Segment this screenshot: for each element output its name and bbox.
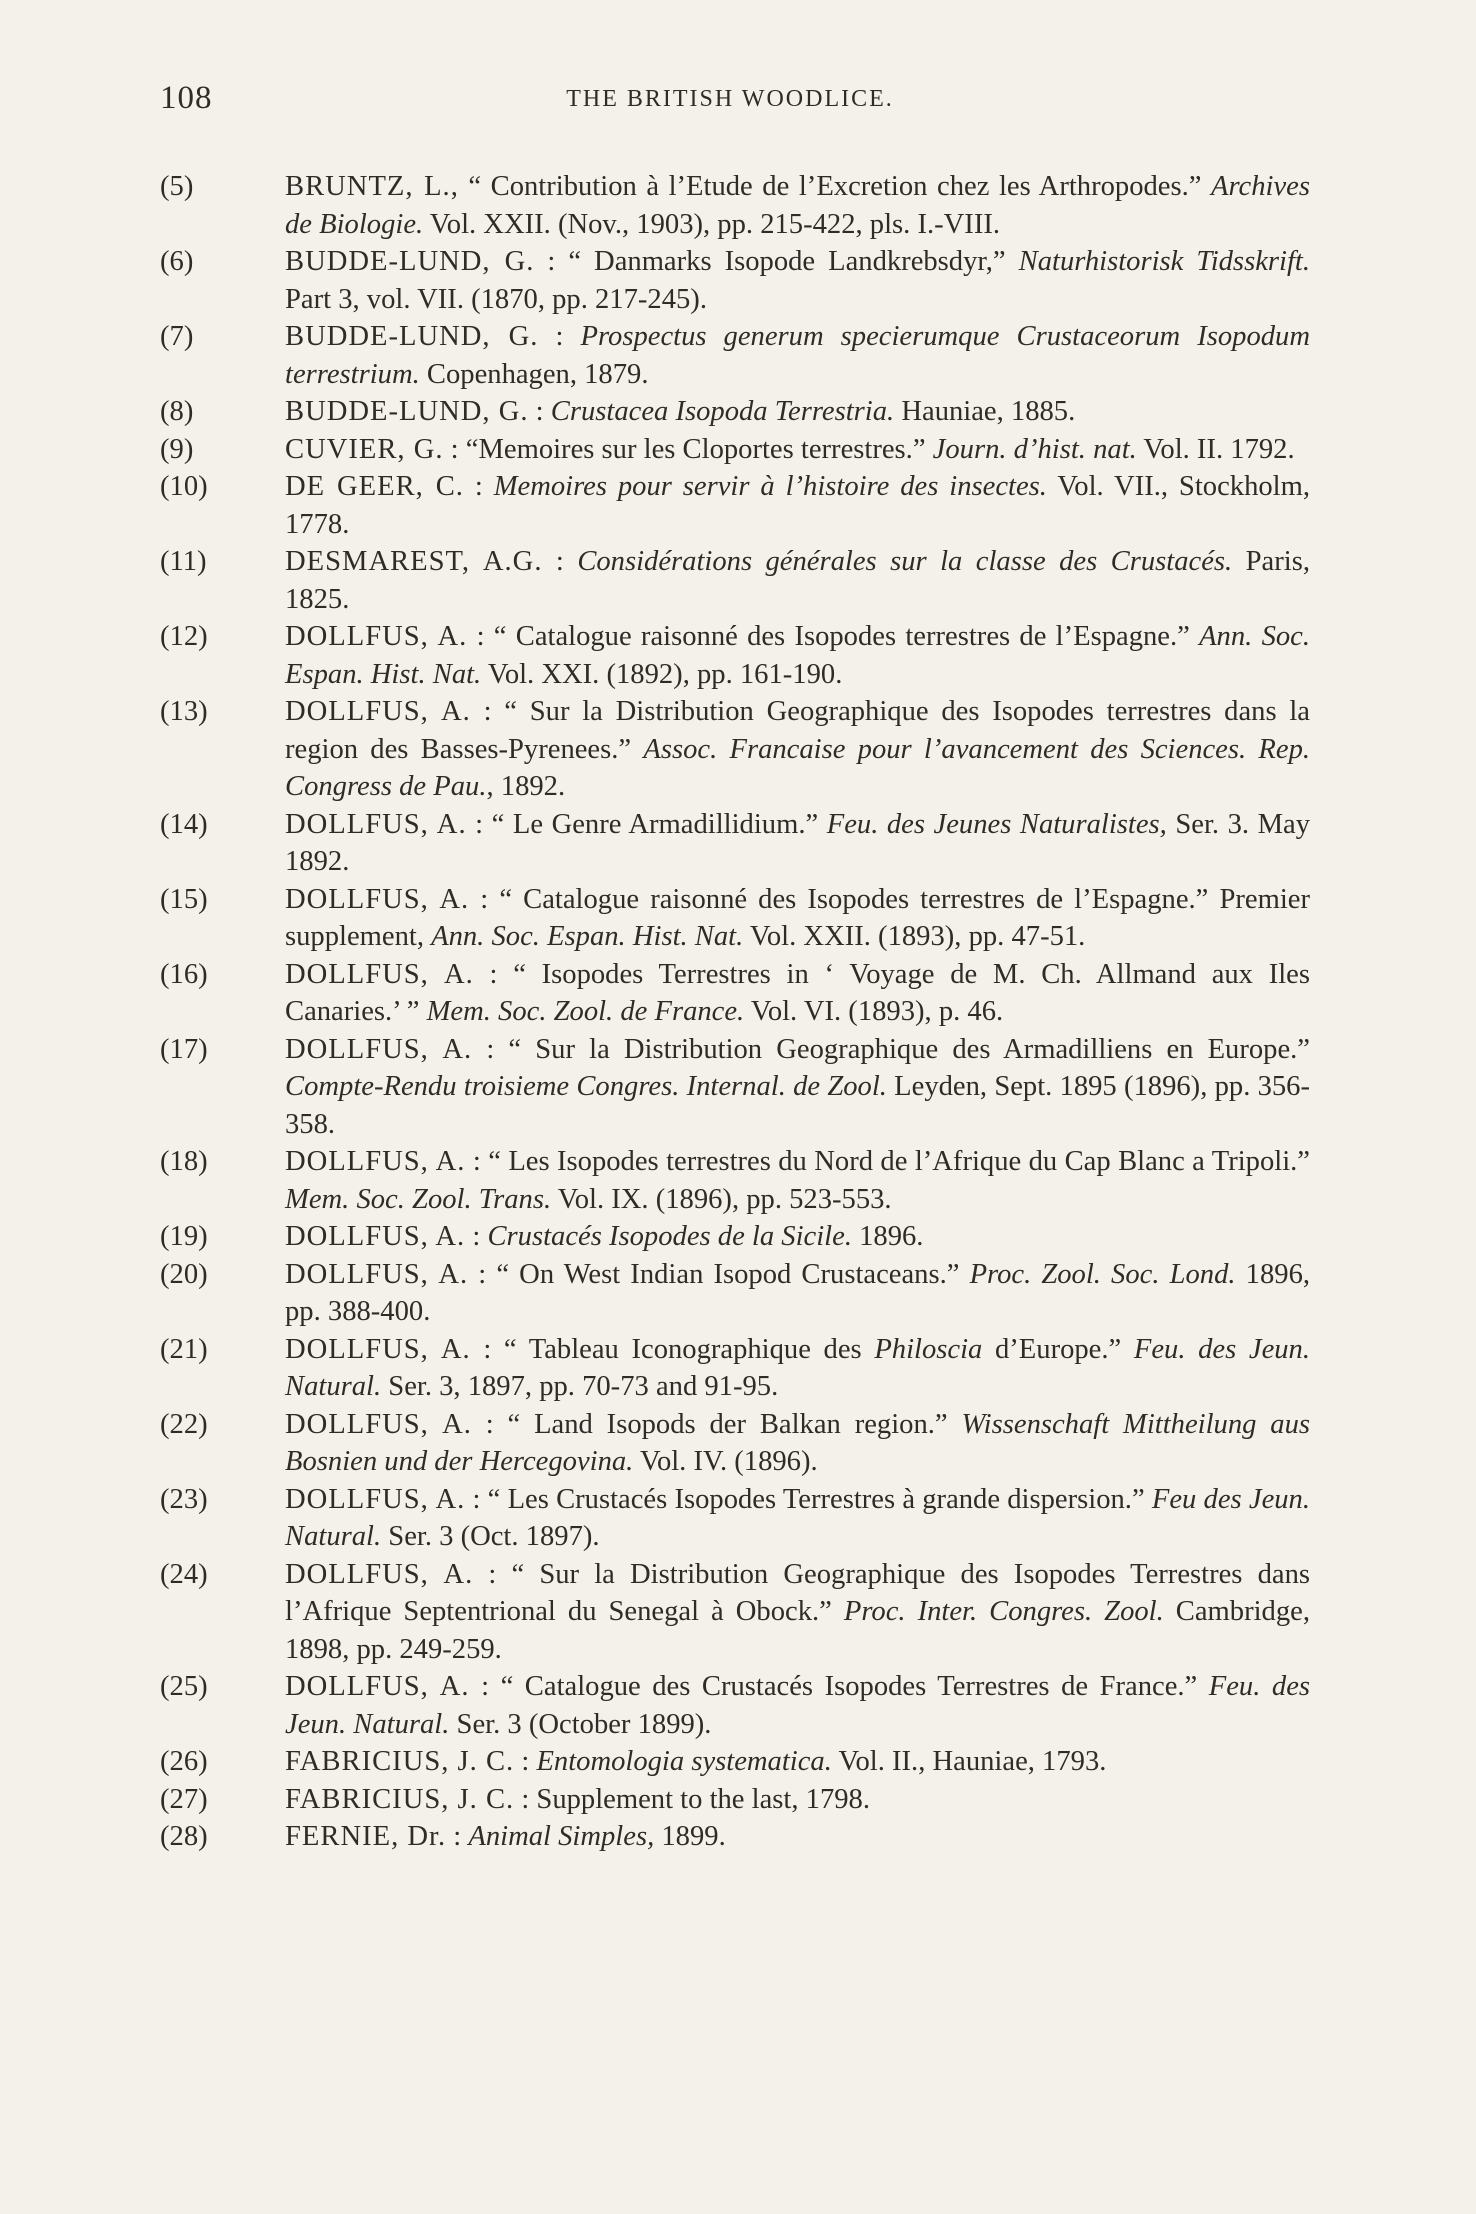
entry-title-italic: Ann. Soc. Espan. Hist. Nat.	[285, 621, 1310, 690]
entry-text: Ser. 3. May 1892.	[285, 808, 1311, 877]
entry-number: (22)	[160, 1408, 208, 1440]
bibliography-entry	[160, 1218, 1310, 1256]
entry-text: Paris, 1825.	[285, 546, 1310, 615]
bibliography-entry	[160, 1818, 1310, 1856]
entry-title-italic: Crustacea Isopoda Terrestria.	[550, 396, 895, 427]
entry-title-italic: Memoires pour servir à l’histoire des insectes.	[493, 471, 1047, 502]
entry-number: (20)	[160, 1258, 208, 1290]
entry-number: (14)	[160, 808, 208, 840]
running-title: THE BRITISH WOODLICE.	[566, 86, 894, 112]
entry-number: (18)	[160, 1146, 208, 1177]
entry-text: : “ Catalogue raisonné des Isopodes terrestres de l’Espagne.”	[467, 621, 1200, 652]
entry-text: Hauniae, 1885.	[894, 396, 1076, 427]
entry-text: : “ Danmarks Isopode Landkrebsdyr,”	[534, 246, 1019, 277]
entry-text: :	[514, 1746, 537, 1777]
entry-text: 1896, pp. 388-400.	[285, 1258, 1311, 1327]
entry-text: Vol. XXII. (1893), pp. 47-51.	[743, 921, 1086, 952]
entry-title-italic: Wissenschaft Mittheilung aus Bosnien und der Hercegovina.	[285, 1408, 1311, 1477]
entry-number: (19)	[160, 1221, 208, 1252]
entry-number: (5)	[160, 171, 194, 202]
entry-text: : “ Catalogue des Crustacés Isopodes Terrestres de France.”	[469, 1671, 1209, 1702]
bibliography-entry	[160, 543, 1310, 618]
entry-text: : “ Sur la Distribution Geographique des Armadilliens en Europe.”	[472, 1033, 1311, 1065]
entry-text: :	[465, 1221, 488, 1252]
entry-author: BUDDE-LUND, G.	[285, 396, 529, 427]
entry-text: :	[542, 546, 578, 577]
entry-author: FERNIE, Dr.	[285, 1821, 447, 1852]
entry-title-italic: Considérations générales sur la classe des Crustacés.	[577, 546, 1233, 577]
entry-number: (8)	[160, 396, 194, 427]
entry-number: (10)	[160, 471, 208, 502]
entry-text: :	[463, 471, 494, 502]
page-number: 108	[160, 80, 213, 116]
entry-author: DOLLFUS, A.	[285, 958, 474, 990]
bibliography-entry	[160, 693, 1310, 806]
entry-text: : “ Le Genre Armadillidium.”	[466, 808, 827, 840]
entry-title-italic: Mem. Soc. Zool. de France.	[426, 996, 745, 1027]
entry-author: DOLLFUS, A.	[285, 1033, 473, 1065]
entry-text: 1896.	[851, 1221, 924, 1252]
bibliography-entry	[160, 1556, 1310, 1669]
entry-number: (24)	[160, 1558, 208, 1590]
entry-author: DOLLFUS, A.	[285, 883, 470, 915]
entry-text: :	[446, 1821, 469, 1852]
entry-title-italic: Archives de Biologie.	[285, 171, 1310, 240]
entry-author: DOLLFUS, A.	[285, 1483, 466, 1515]
entry-author: DOLLFUS, A.	[285, 696, 471, 727]
entry-author: DOLLFUS, A.	[285, 1671, 470, 1702]
entry-text: : “ Isopodes Terrestres in ‘ Voyage de M. Ch. Allmand aux Iles Canaries.’ ”	[285, 958, 1310, 1027]
entry-text: : “ Tableau Iconographique des	[470, 1333, 875, 1365]
bibliography-entry	[160, 1256, 1310, 1331]
entry-title-italic: Animal Simples,	[468, 1821, 655, 1852]
entry-number: (21)	[160, 1333, 208, 1365]
entry-author: DOLLFUS, A.	[285, 808, 467, 840]
entry-author: DOLLFUS, A.	[285, 1258, 469, 1290]
bibliography-entry	[160, 881, 1310, 956]
entry-text: : “ Les Crustacés Isopodes Terrestres à grande dispersion.”	[465, 1483, 1152, 1515]
bibliography-entry	[160, 431, 1310, 469]
running-head	[160, 80, 1300, 130]
entry-text: : Supplement to the last, 1798.	[514, 1783, 870, 1815]
entry-number: (12)	[160, 621, 208, 652]
entry-author: FABRICIUS, J. C.	[285, 1783, 515, 1815]
entry-author: FABRICIUS, J. C.	[285, 1746, 515, 1777]
entry-author: BUDDE-LUND, G.	[285, 321, 539, 352]
entry-text: 1899.	[654, 1821, 726, 1852]
bibliography-entry	[160, 1743, 1310, 1781]
entry-number: (15)	[160, 883, 208, 915]
entry-text: Part 3, vol. VII. (1870, pp. 217-245).	[285, 283, 707, 315]
entry-title-italic: Journ. d’hist. nat.	[932, 433, 1137, 465]
entry-author: DOLLFUS, A.	[285, 1146, 466, 1177]
entry-text: : “ Catalogue raisonné des Isopodes terrestres de l’Espagne.” Premier supplement,	[285, 883, 1310, 952]
entry-text: : “ On West Indian Isopod Crustaceans.”	[468, 1258, 970, 1290]
bibliography-list	[160, 168, 1310, 1856]
entry-text: Cambridge, 1898, pp. 249-259.	[285, 1596, 1310, 1665]
entry-author: DOLLFUS, A.	[285, 1221, 466, 1252]
entry-author: DESMAREST, A.G.	[285, 546, 543, 577]
entry-text: :	[528, 396, 551, 427]
entry-text: : “Memoires sur les Cloportes terrestres.”	[443, 433, 933, 465]
bibliography-entry	[160, 1031, 1310, 1144]
entry-author: BRUNTZ, L.,	[285, 171, 459, 202]
entry-title-italic: Feu. des Jeun. Natural.	[285, 1333, 1311, 1402]
entry-text: Vol. XXI. (1892), pp. 161-190.	[481, 658, 843, 690]
entry-text: Vol. VII., Stockholm, 1778.	[285, 471, 1310, 540]
bibliography-entry	[160, 618, 1310, 693]
entry-text: “ Contribution à l’Etude de l’Excretion chez les Arthropodes.”	[458, 171, 1212, 202]
entry-text: Vol. IV. (1896).	[633, 1446, 818, 1477]
bibliography-entry	[160, 1143, 1310, 1218]
bibliography-entry	[160, 806, 1310, 881]
entry-number: (26)	[160, 1746, 208, 1777]
bibliography-entry	[160, 468, 1310, 543]
entry-text: Leyden, Sept. 1895 (1896), pp. 356-358.	[285, 1071, 1310, 1140]
entry-author: DOLLFUS, A.	[285, 1333, 471, 1365]
entry-number: (17)	[160, 1033, 208, 1065]
entry-text: : “ Land Isopods der Balkan region.”	[471, 1408, 962, 1440]
entry-number: (11)	[160, 546, 207, 577]
bibliography-entry	[160, 318, 1310, 393]
entry-title-italic: Ann. Soc. Espan. Hist. Nat.	[431, 921, 744, 952]
entry-title-italic: Feu des Jeun. Natural.	[285, 1483, 1311, 1552]
entry-number: (13)	[160, 696, 208, 727]
entry-title-italic: Naturhistorisk Tidsskrift.	[1018, 246, 1310, 277]
bibliography-entry	[160, 1781, 1310, 1819]
entry-author: CUVIER, G.	[285, 433, 444, 465]
bibliography-entry	[160, 956, 1310, 1031]
bibliography-entry	[160, 243, 1310, 318]
entry-author: DOLLFUS, A.	[285, 621, 468, 652]
entry-text: d’Europe.”	[982, 1333, 1134, 1365]
entry-number: (16)	[160, 958, 208, 990]
entry-text: Ser. 3 (Oct. 1897).	[381, 1521, 600, 1552]
entry-text: :	[538, 321, 581, 352]
entry-author: BUDDE-LUND, G.	[285, 246, 535, 277]
entry-title-italic: Feu. des Jeunes Naturalistes,	[826, 808, 1167, 840]
entry-number: (27)	[160, 1783, 208, 1815]
entry-number: (28)	[160, 1821, 208, 1852]
entry-title-italic: Assoc. Francaise pour l’avancement des Sciences. Rep. Congress de Pau.	[285, 733, 1311, 802]
entry-number: (9)	[160, 433, 194, 465]
entry-text: : “ Sur la Distribution Geographique des Isopodes terrestres dans la region des Basses-Pyrenees.”	[285, 696, 1310, 765]
entry-title-italic: Compte-Rendu troisieme Congres. Internal. de Zool.	[285, 1071, 887, 1102]
entry-author: DOLLFUS, A.	[285, 1558, 474, 1590]
entry-author: DE GEER, C.	[285, 471, 464, 502]
entry-text: Vol. XXII. (Nov., 1903), pp. 215-422, pls. I.-VIII.	[423, 208, 1001, 240]
bibliography-entry	[160, 168, 1310, 243]
bibliography-entry	[160, 1331, 1310, 1406]
entry-number: (6)	[160, 246, 194, 277]
entry-number: (23)	[160, 1483, 208, 1515]
entry-number: (25)	[160, 1671, 208, 1702]
entry-title-italic: Proc. Inter. Congres. Zool.	[843, 1596, 1164, 1627]
entry-text: Vol. IX. (1896), pp. 523-553.	[551, 1183, 892, 1215]
entry-title-italic: Mem. Soc. Zool. Trans.	[285, 1183, 552, 1215]
bibliography-entry	[160, 393, 1310, 431]
entry-title-italic: Entomologia systematica.	[536, 1746, 832, 1777]
entry-author: DOLLFUS, A.	[285, 1408, 472, 1440]
entry-text: Vol. II., Hauniae, 1793.	[831, 1746, 1107, 1777]
entry-text: Copenhagen, 1879.	[419, 358, 649, 390]
bibliography-entry	[160, 1406, 1310, 1481]
entry-title-italic: Philoscia	[874, 1333, 983, 1365]
bibliography-entry	[160, 1668, 1310, 1743]
entry-text: : “ Sur la Distribution Geographique des Isopodes Terrestres dans l’Afrique Septentrional du Senegal à Obock.”	[285, 1558, 1310, 1627]
entry-number: (7)	[160, 321, 194, 352]
entry-text: , 1892.	[486, 771, 566, 802]
entry-text: Vol. II. 1792.	[1136, 433, 1295, 465]
entry-text: Vol. VI. (1893), p. 46.	[744, 996, 1004, 1027]
entry-text: Ser. 3, 1897, pp. 70-73 and 91-95.	[381, 1371, 779, 1402]
entry-text: Ser. 3 (October 1899).	[449, 1708, 712, 1740]
entry-text: : “ Les Isopodes terrestres du Nord de l’Afrique du Cap Blanc a Tripoli.”	[465, 1146, 1311, 1177]
entry-title-italic: Feu. des Jeun. Natural.	[285, 1671, 1311, 1740]
bibliography-entry	[160, 1481, 1310, 1556]
entry-title-italic: Prospectus generum specierumque Crustaceorum Isopodum terrestrium.	[285, 321, 1310, 390]
entry-title-italic: Proc. Zool. Soc. Lond.	[969, 1258, 1236, 1290]
entry-title-italic: Crustacés Isopodes de la Sicile.	[487, 1221, 852, 1252]
